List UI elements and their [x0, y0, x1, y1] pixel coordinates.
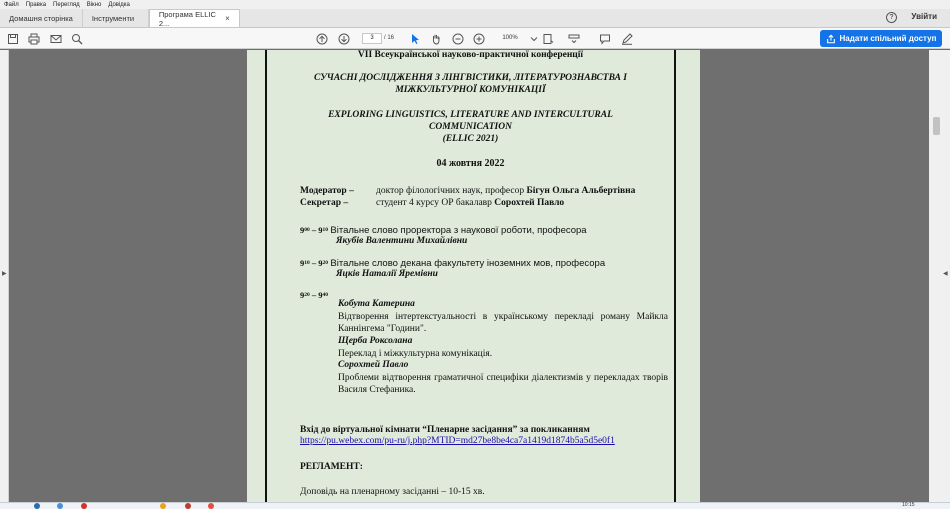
moderator-name: Бігун Ольга Альбертівна [526, 186, 636, 196]
secretary-name: Сорохтей Павло [494, 198, 565, 208]
left-arrow-icon[interactable]: ▶ [2, 271, 7, 277]
menu-view[interactable]: Перегляд [53, 1, 80, 8]
tab-document[interactable] [149, 9, 240, 27]
help-icon[interactable]: ? [886, 12, 897, 23]
fit-page-icon[interactable] [541, 32, 554, 45]
tab-bar [0, 9, 950, 28]
right-arrow-icon[interactable]: ◀ [943, 271, 948, 277]
session-2-text: Вітальне слово декана факультету іноземних мов, професора [330, 258, 606, 269]
find-icon[interactable] [70, 32, 83, 45]
hand-tool-icon[interactable] [429, 32, 442, 45]
vertical-scrollbar-thumb[interactable] [933, 117, 940, 135]
taskbar-app-icon[interactable] [81, 503, 87, 509]
menu-window[interactable]: Вікно [86, 1, 102, 8]
moderator-label: Модератор – [300, 186, 354, 196]
virtual-room-entry: Вхід до віртуальної кімнати “Пленарне засідання” за покликанням [300, 425, 590, 435]
zoom-level-select[interactable]: 100% [502, 35, 518, 41]
tab-tools[interactable]: Інструменти [83, 9, 149, 27]
taskbar-app-icon[interactable] [160, 503, 166, 509]
menu-help[interactable]: Довідка [108, 1, 130, 8]
zoom-in-icon[interactable] [472, 32, 485, 45]
secretary-text: студент 4 курсу ОР бакалавр [376, 198, 492, 208]
conference-title: VІІ Всеукраїнської науково-практичної конференції [357, 50, 584, 60]
reglament-heading: РЕГЛАМЕНТ: [300, 462, 363, 472]
moderator-text: доктор філологічних наук, професор [376, 186, 525, 196]
tab-document-label: Програма ELLIC 2... [158, 9, 216, 28]
tab-home[interactable]: Домашня сторінка [0, 9, 83, 27]
report-duration: Доповідь на пленарному засіданні – 10-15 хв. [300, 487, 485, 497]
pdf-page [247, 50, 700, 502]
ua-title-line-1: СУЧАСНІ ДОСЛІДЖЕННЯ З ЛІНГВІСТИКИ, ЛІТЕРАТУРОЗНАВСТВА І [313, 73, 627, 83]
taskbar [0, 502, 950, 509]
comment-icon[interactable] [598, 32, 611, 45]
menu-edit[interactable]: Правка [25, 1, 47, 8]
zoom-out-icon[interactable] [451, 32, 464, 45]
presenter-3-topic: Проблеми відтворення граматичної специфіки діалектизмів у перекладах творів Василя Стефаника. [338, 373, 668, 395]
en-title-line-2: COMMUNICATION [429, 122, 512, 132]
print-icon[interactable] [27, 32, 40, 45]
webex-link[interactable]: https://pu.webex.com/pu-ru/j.php?MTID=md27be8be4ca7a1419d1874b5a5d5e0f1 [300, 436, 615, 446]
taskbar-app-icon[interactable] [34, 503, 40, 509]
share-button-label: Надати спільний доступ [839, 34, 937, 43]
page-up-icon[interactable] [315, 32, 328, 45]
moderator-line [376, 185, 635, 197]
scroll-mode-icon[interactable] [567, 32, 580, 45]
menu-file[interactable]: Файл [4, 1, 19, 8]
page-number-input[interactable]: 3 [362, 33, 382, 44]
session-2-speaker: Яцків Наталії Яремівни [336, 269, 438, 279]
taskbar-app-icon[interactable] [208, 503, 214, 509]
email-icon[interactable] [49, 32, 62, 45]
presenter-2-name: Щерба Роксолана [338, 336, 413, 346]
session-3 [300, 289, 328, 302]
presenter-1-name: Кобута Катерина [338, 299, 415, 309]
taskbar-app-icon[interactable] [185, 503, 191, 509]
presenter-3-name: Сорохтей Павло [338, 360, 409, 370]
secretary-label: Секретар – [300, 198, 349, 208]
page-total: / 16 [384, 35, 395, 41]
session-2-time: $9^{10} - 9^{20}$ [300, 258, 328, 268]
session-1-text: Вітальне слово проректора з наукової роботи, професора [330, 225, 587, 236]
close-tab-icon[interactable]: × [225, 14, 230, 23]
presenter-2-topic: Переклад і міжкультурна комунікація. [338, 349, 493, 359]
taskbar-clock: 10:15 [902, 502, 915, 508]
presenter-1-topic: Відтворення інтертекстуальності в українському перекладі роману Майкла Каннінгема "Години". [338, 312, 668, 334]
secretary-line [376, 197, 564, 209]
toolbar [0, 28, 950, 49]
page-down-icon[interactable] [337, 32, 350, 45]
en-title-line-3: (ELLIC 2021) [442, 134, 499, 144]
en-title-line-1: EXPLORING LINGUISTICS, LITERATURE AND INTERCULTURAL [328, 110, 613, 120]
ua-title-line-2: МІЖКУЛЬТУРНОЇ КОМУНІКАЦІЇ [395, 85, 546, 95]
event-date: 04 жовтня 2022 [436, 158, 505, 169]
taskbar-app-icon[interactable] [57, 503, 63, 509]
session-1-time: $9^{00} - 9^{10}$ [300, 225, 328, 235]
save-icon[interactable] [6, 32, 19, 45]
chevron-down-icon[interactable] [527, 32, 540, 45]
menu-bar [0, 0, 950, 9]
share-icon [826, 34, 836, 44]
sign-in-button[interactable]: Увійти [911, 12, 937, 21]
session-1-speaker: Якубів Валентини Михайлівни [336, 236, 468, 246]
session-3-time: $9^{20} - 9^{40}$ [300, 290, 328, 300]
share-button[interactable] [820, 30, 942, 47]
select-cursor-icon[interactable] [408, 32, 421, 45]
pen-icon[interactable] [620, 32, 633, 45]
